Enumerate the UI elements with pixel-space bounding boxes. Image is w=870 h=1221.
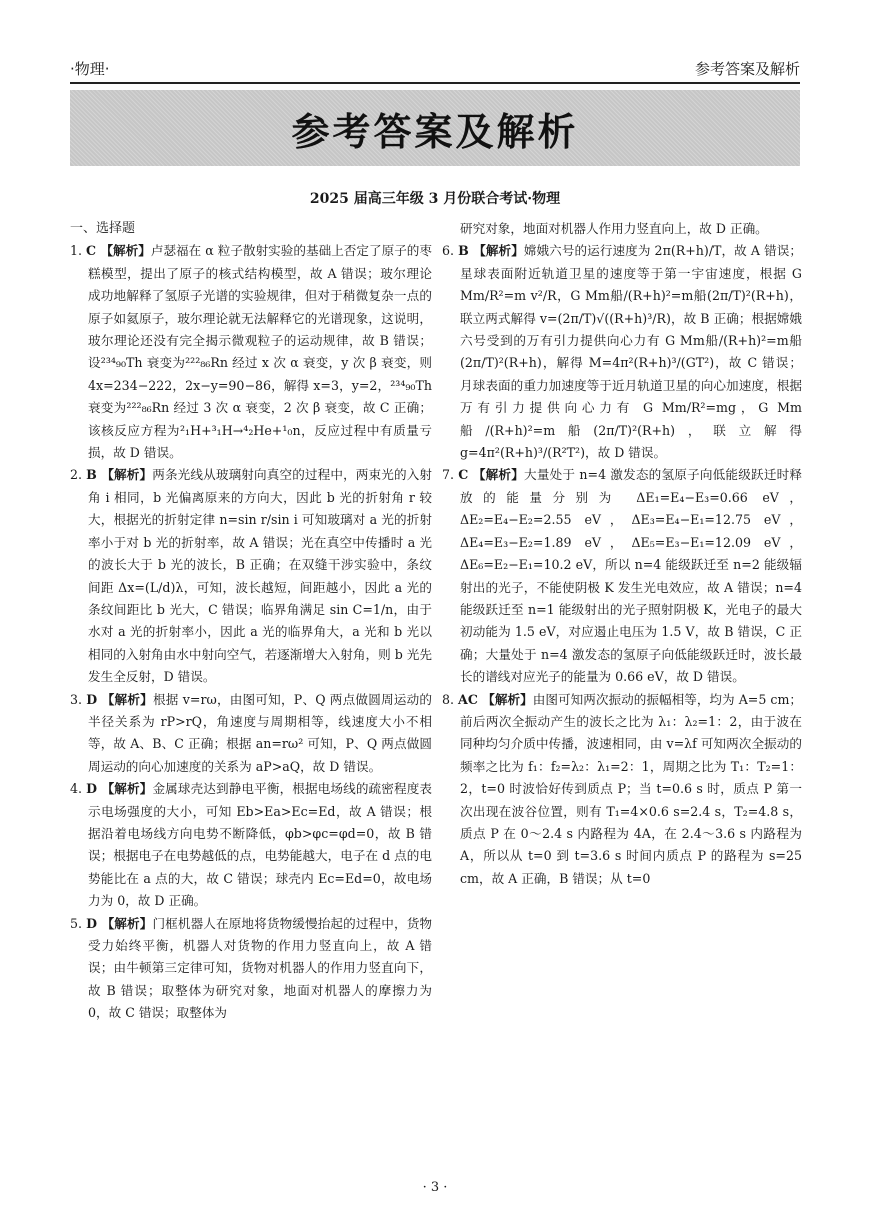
answer-item bbox=[442, 464, 802, 688]
answer-choice: C bbox=[458, 467, 473, 483]
answer-choice: C bbox=[86, 243, 101, 259]
question-number: 4. bbox=[70, 781, 87, 797]
exam-title: 2025 届高三年级 3 月份联合考试·物理 bbox=[309, 191, 561, 207]
answer-choice: B bbox=[86, 467, 102, 483]
banner-title: 参考答案及解析 bbox=[291, 109, 579, 154]
section-heading: 一、选择题 bbox=[70, 221, 136, 236]
question-number: 3. bbox=[70, 691, 87, 707]
analysis-tag: 【解析】 bbox=[101, 691, 153, 707]
answer-choice: B bbox=[458, 243, 474, 259]
answer-item bbox=[70, 778, 432, 912]
left-question-list bbox=[70, 240, 432, 1024]
answer-item bbox=[70, 689, 432, 779]
analysis-tag: 【解析】 bbox=[482, 691, 533, 707]
question-number: 5. bbox=[70, 915, 87, 931]
right-column bbox=[442, 218, 802, 890]
question-number: 8. bbox=[442, 691, 459, 707]
analysis-text: 门框机器人在原地将货物缓慢抬起的过程中，货物受力始终平衡，机器人对货物的作用力竖直向上，故 A 错误；由牛顿第三定律可知，货物对机器人的作用力竖直向下，故 B 错误；取整体为研究对象，地面对机器人的摩擦力为 0，故 C 错误；取整体为 bbox=[88, 915, 433, 1021]
answer-item bbox=[70, 913, 432, 1025]
question-number: 6. bbox=[442, 243, 459, 259]
answer-choice: D bbox=[86, 691, 102, 707]
analysis-tag: 【解析】 bbox=[101, 781, 153, 797]
analysis-tag: 【解析】 bbox=[101, 467, 153, 483]
answer-choice: D bbox=[86, 915, 102, 931]
title-banner bbox=[70, 90, 800, 166]
page-number: · 3 · bbox=[422, 1180, 448, 1195]
right-question-list bbox=[442, 218, 802, 890]
subject-label: ·物理· bbox=[70, 60, 110, 78]
answer-choice: D bbox=[86, 781, 102, 797]
question-number: 7. bbox=[442, 467, 459, 483]
answer-item bbox=[442, 240, 802, 464]
analysis-text: 两条光线从玻璃射向真空的过程中，两束光的入射角 i 相同，b 光偏离原来的方向大，因此 b 光的折射角 r 较大，根据光的折射定律 n=sin r/sin i 可知玻璃对 a 光的折射率小于对 b 光的折射率，故 A 错误；光在真空中传播时 a 光的波长大于 b 光的波长，B 正确；在双缝干涉实验中，条纹间距 Δx=(L/d)λ，可知，波长越短，间距越小，因此 a 光的条纹间距比 b 光大，C 错误；临界角满足 sin C=1/n，由于水对 a 光的折射率小，因此 a 光的临界角大，a 光和 b 光以相同的入射角由水中射向空气，若逐渐增大入射角，则 b 光先发生全反射，D 错误。 bbox=[88, 467, 433, 685]
answer-item bbox=[442, 218, 802, 240]
analysis-text: 金属球壳达到静电平衡，根据电场线的疏密程度表示电场强度的大小，可知 Eb>Ea>Ec=Ed，故 A 错误；根据沿着电场线方向电势不断降低，φb>φc=φd=0，故 B 错误；根据电子在电势越低的点，电势能越大，电子在 d 点的电势能比在 a 点的大，故 C 错误；球壳内 Ec=Ed=0，故电场力为 0，故 D 正确。 bbox=[88, 781, 433, 909]
header-title: 参考答案及解析 bbox=[694, 60, 800, 78]
analysis-tag: 【解析】 bbox=[101, 915, 153, 931]
analysis-tag: 【解析】 bbox=[100, 243, 151, 259]
analysis-text: 由图可知两次振动的振幅相等，均为 A=5 cm；前后两次全振动产生的波长之比为 λ₁：λ₂=1：2，由于波在同种均匀介质中传播，波速相同，由 v=λf 可知两次全振动的频率之比为 f₁：f₂=λ₂：λ₁=2：1，周期之比为 T₁：T₂=1：2，t=0 时波恰好传到质点 P；当 t=0.6 s 时，质点 P 第一次出现在波谷位置，则有 T₁=4×0.6 s=2.4 s，T₂=4.8 s，质点 P 在 0～2.4 s 内路程为 4A，在 2.4～3.6 s 内路程为 A，所以从 t=0 到 t=3.6 s 时间内质点 P 的路程为 s=25 cm，故 A 正确，B 错误；从 t=0 bbox=[460, 691, 802, 886]
analysis-text: 根据 v=rω，由图可知，P、Q 两点做圆周运动的半径关系为 rP>rQ，角速度与周期相等，线速度大小不相等，故 A、B、C 正确；根据 an=rω² 可知，P、Q 两点做圆周运动的向心加速度的关系为 aP>aQ，故 D 错误。 bbox=[88, 691, 432, 774]
analysis-text: 研究对象，地面对机器人作用力竖直向上，故 D 正确。 bbox=[460, 221, 768, 236]
analysis-text: 大量处于 n=4 激发态的氢原子向低能级跃迁时释放的能量分别为 ΔE₁=E₄−E₃=0.66 eV，ΔE₂=E₄−E₂=2.55 eV，ΔE₃=E₄−E₁=12.75 eV，ΔE₄=E₃−E₂=1.89 eV，ΔE₅=E₃−E₁=12.09 eV，ΔE₆=E₂−E₁=10.2 eV，所以 n=4 能级跃迁至 n=2 能级辐射出的光子，不能使阴极 K 发生光电效应，故 A 错误；n=4 能级跃迁至 n=1 能级射出的光子照射阴极 K，光电子的最大初动能为 1.5 eV，对应遏止电压为 1.5 V，故 B 错误，C 正确；大量处于 n=4 激发态的氢原子向低能级跃迁时，波长最长的谱线对应光子的能量为 0.66 eV，故 D 错误。 bbox=[460, 467, 802, 685]
answer-item bbox=[70, 240, 432, 464]
page-header bbox=[70, 54, 800, 84]
left-column bbox=[70, 218, 432, 1025]
question-number: 1. bbox=[70, 243, 87, 259]
analysis-text: 卢瑟福在 α 粒子散射实验的基础上否定了原子的枣糕模型，提出了原子的核式结构模型，故 A 错误；玻尔理论成功地解释了氢原子光谱的实验规律，但对于稍微复杂一点的原子如氦原子，玻尔理论就无法解释它的光谱现象，这说明，玻尔理论还没有完全揭示微观粒子的运动规律，故 B 错误；设²³⁴₉₀Th 衰变为²²²₈₆Rn 经过 x 次 α 衰变，y 次 β 衰变，则 4x=234−222，2x−y=90−86，解得 x=3，y=2，²³⁴₉₀Th 衰变为²²²₈₆Rn 经过 3 次 α 衰变，2 次 β 衰变，故 C 正确；该核反应方程为²₁H+³₁H→⁴₂He+¹₀n，反应过程中有质量亏损，故 D 错误。 bbox=[88, 243, 432, 461]
answer-item bbox=[70, 464, 432, 688]
answer-choice: AC bbox=[458, 691, 483, 707]
question-number: 2. bbox=[70, 467, 87, 483]
analysis-text: 嫦娥六号的运行速度为 2π(R+h)/T，故 A 错误；星球表面附近轨道卫星的速度等于第一宇宙速度，根据 G Mm/R²=m v²/R，G Mm船/(R+h)²=m船(2π/T)²(R+h)，联立两式解得 v=(2π/T)√((R+h)³/R)，故 B 正确；根据嫦娥六号受到的万有引力提供向心力有 G Mm船/(R+h)²=m船(2π/T)²(R+h)，解得 M=4π²(R+h)³/(GT²)，故 C 错误；月球表面的重力加速度等于近月轨道卫星的向心加速度，根据万有引力提供向心力有 G Mm/R²=mg，G Mm船/(R+h)²=m船(2π/T)²(R+h)，联立解得 g=4π²(R+h)³/(R²T²)，故 D 错误。 bbox=[460, 243, 803, 461]
analysis-tag: 【解析】 bbox=[473, 243, 524, 259]
answer-item bbox=[442, 689, 802, 891]
analysis-tag: 【解析】 bbox=[472, 467, 525, 483]
